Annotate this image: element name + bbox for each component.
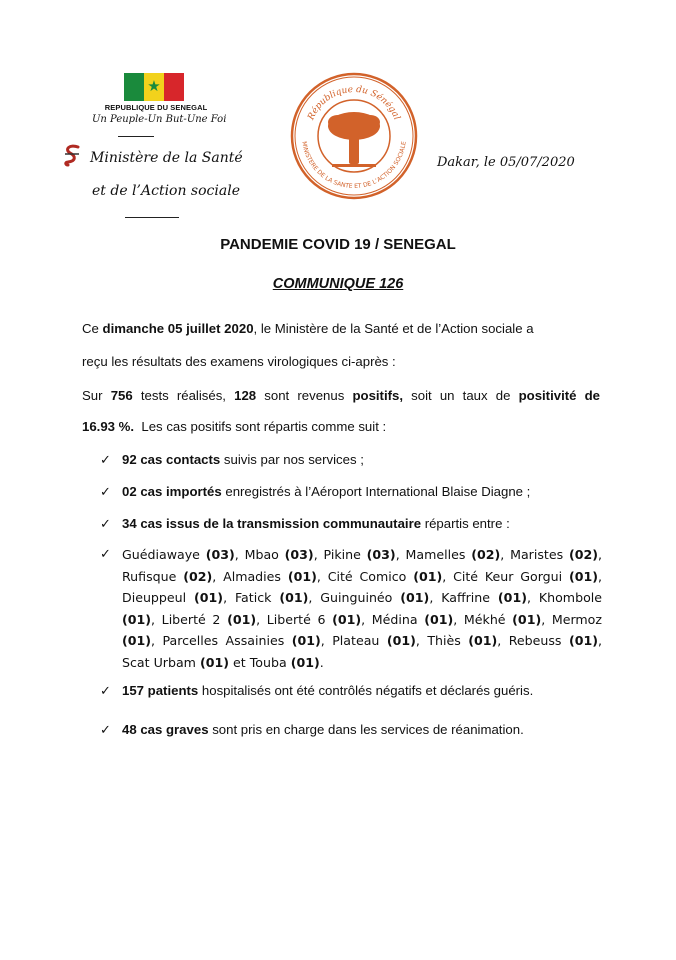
locality-count: (01) <box>568 633 598 648</box>
case-breakdown-list <box>100 450 602 740</box>
locality-name: Guinguinéo <box>320 590 401 605</box>
seal-text-bottom: MINISTERE DE LA SANTE ET DE L’ACTION SOCIALE <box>300 140 408 191</box>
list-item <box>100 681 602 701</box>
checkmark-icon: ✓ <box>100 683 111 698</box>
locality-separator: , <box>234 547 245 562</box>
stats-paragraph <box>82 386 600 448</box>
checkmark-icon: ✓ <box>100 722 111 737</box>
locality-count: (01) <box>400 590 430 605</box>
locality-count: (01) <box>424 611 454 627</box>
locality-count: (01) <box>194 590 224 605</box>
caduceus-icon <box>62 143 82 169</box>
item-text: répartis entre : <box>421 516 510 531</box>
locality-name: Almadies <box>223 568 288 584</box>
locality-separator: , <box>453 611 464 627</box>
locality-separator: , <box>395 547 406 562</box>
locality-separator: , <box>151 611 162 627</box>
locality-count: (01) <box>199 654 230 670</box>
locality-name: Pikine <box>323 547 367 562</box>
locality-name: Cité Keur Gorgui <box>453 568 569 584</box>
locality-name: Mékhé <box>463 611 513 627</box>
item-text: suivis par nos services ; <box>220 452 364 467</box>
list-item <box>100 514 602 534</box>
recovered-patients: 157 patients <box>122 683 199 698</box>
positive-count: 128 <box>234 388 257 403</box>
locality-name: Kaffrine <box>441 590 498 605</box>
locality-separator: , <box>151 633 163 648</box>
divider <box>118 136 154 137</box>
locality-name: Scat Urbam <box>122 654 200 670</box>
locality-separator: , <box>429 590 442 605</box>
locality-separator: , <box>320 633 333 648</box>
locality-count: (01) <box>279 590 309 605</box>
locality-separator: , <box>541 611 552 627</box>
checkmark-icon: ✓ <box>100 516 111 531</box>
locality-separator: , <box>361 611 372 627</box>
ministry-name-line2: et de l’Action sociale <box>92 183 240 199</box>
locality-list <box>122 547 602 670</box>
locality-separator: , <box>500 547 511 562</box>
ministry-name-line1: Ministère de la Santé <box>90 150 243 166</box>
locality-count: (03) <box>284 547 314 562</box>
stats-text-bold: positivité de <box>518 388 601 403</box>
stats-text: soit un taux de <box>403 388 519 403</box>
intro-paragraph <box>82 319 600 385</box>
seal-text-top: République du Sénégal <box>306 84 402 122</box>
locality-name: Médina <box>371 611 425 627</box>
locality-name: Plateau <box>332 633 387 648</box>
locality-count: (03) <box>205 547 235 562</box>
locality-count: (03) <box>366 547 396 562</box>
locality-count: (02) <box>471 547 501 562</box>
locality-name: Liberté 6 <box>266 611 333 627</box>
checkmark-icon: ✓ <box>100 547 111 562</box>
document-date: Dakar, le 05/07/2020 <box>437 155 575 170</box>
locality-name: Rebeuss <box>508 633 569 648</box>
locality-count: (01) <box>497 590 527 605</box>
checkmark-icon: ✓ <box>100 452 111 467</box>
locality-name: Thiès <box>427 633 469 648</box>
locality-name: Maristes <box>510 547 569 562</box>
stats-text: Sur <box>82 388 111 403</box>
checkmark-icon: ✓ <box>100 484 111 499</box>
baobab-tree-icon <box>328 112 380 167</box>
locality-count: (01) <box>568 568 598 584</box>
locality-name: Touba <box>249 654 291 670</box>
locality-separator: , <box>223 590 235 605</box>
ministry-seal-stamp <box>288 70 420 202</box>
locality-separator: . <box>319 654 324 670</box>
locality-count: (01) <box>332 611 362 627</box>
item-text: enregistrés à l’Aéroport International Blaise Diagne ; <box>221 484 531 499</box>
positivity-rate: 16.93 %. <box>82 419 135 434</box>
severe-cases: 48 cas graves <box>122 722 209 737</box>
locality-name: Dieuppeul <box>122 590 195 605</box>
locality-count: (02) <box>183 568 213 584</box>
locality-name: Fatick <box>234 590 280 605</box>
locality-count: (01) <box>386 633 416 648</box>
star-icon: ★ <box>147 78 161 95</box>
locality-separator: , <box>598 547 603 562</box>
locality-separator: , <box>415 633 428 648</box>
locality-separator: , <box>598 568 603 584</box>
locality-count: (02) <box>568 547 598 562</box>
locality-name: Cité Comico <box>327 568 414 584</box>
locality-separator: , <box>316 568 328 584</box>
locality-name: Mermoz <box>551 611 602 627</box>
locality-count: (01) <box>227 611 257 627</box>
community-cases: 34 cas issus de la transmission communautaire <box>122 516 422 531</box>
intro-date: dimanche 05 juillet 2020 <box>102 321 254 336</box>
locality-count: (01) <box>291 633 321 648</box>
communique-number: COMMUNIQUE 126 <box>272 276 404 292</box>
locality-count: (01) <box>290 654 320 670</box>
locality-separator: et <box>229 654 250 670</box>
locality-separator: , <box>256 611 267 627</box>
locality-separator: , <box>597 633 602 648</box>
intro-text: Ce <box>82 321 103 336</box>
locality-count: (01) <box>122 633 152 648</box>
locality-count: (01) <box>122 611 152 627</box>
locality-list-item <box>100 544 602 673</box>
tests-count: 756 <box>110 388 133 403</box>
national-motto: Un Peuple-Un But-Une Foi <box>92 114 227 125</box>
locality-count: (01) <box>512 611 542 627</box>
intro-text: reçu les résultats des examens virologiques ci-après : <box>82 354 396 369</box>
list-item <box>100 482 602 502</box>
locality-name: Khombole <box>538 590 603 605</box>
divider <box>125 217 179 218</box>
locality-name: Rufisque <box>122 568 184 584</box>
intro-text: , le Ministère de la Santé et de l’Action sociale a <box>253 321 534 336</box>
page-title: PANDEMIE COVID 19 / SENEGAL <box>220 236 456 253</box>
stats-text-bold: positifs, <box>352 388 404 403</box>
contact-cases: 92 cas contacts <box>122 452 221 467</box>
locality-separator: , <box>442 568 454 584</box>
stats-text: sont revenus <box>256 388 353 403</box>
locality-separator: , <box>212 568 224 584</box>
locality-separator: , <box>497 633 509 648</box>
locality-count: (01) <box>413 568 443 584</box>
imported-cases: 02 cas importés <box>122 484 222 499</box>
list-item <box>100 720 602 740</box>
senegal-flag <box>124 73 184 101</box>
locality-name: Mbao <box>244 547 285 562</box>
item-text: hospitalisés ont été contrôlés négatifs et déclarés guéris. <box>198 683 534 698</box>
locality-name: Parcelles Assainies <box>162 633 292 648</box>
locality-count: (01) <box>468 633 498 648</box>
item-text: sont pris en charge dans les services de réanimation. <box>208 722 524 737</box>
stats-text: Les cas positifs sont répartis comme suit : <box>134 419 387 434</box>
locality-name: Liberté 2 <box>161 611 228 627</box>
locality-count: (01) <box>287 568 317 584</box>
republic-label: REPUBLIQUE DU SENEGAL <box>104 103 208 112</box>
stats-text: tests réalisés, <box>132 388 235 403</box>
locality-name: Mamelles <box>405 547 472 562</box>
locality-separator: , <box>308 590 321 605</box>
locality-separator: , <box>313 547 324 562</box>
list-item <box>100 450 602 470</box>
locality-separator: , <box>526 590 539 605</box>
locality-name: Guédiawaye <box>122 547 206 562</box>
